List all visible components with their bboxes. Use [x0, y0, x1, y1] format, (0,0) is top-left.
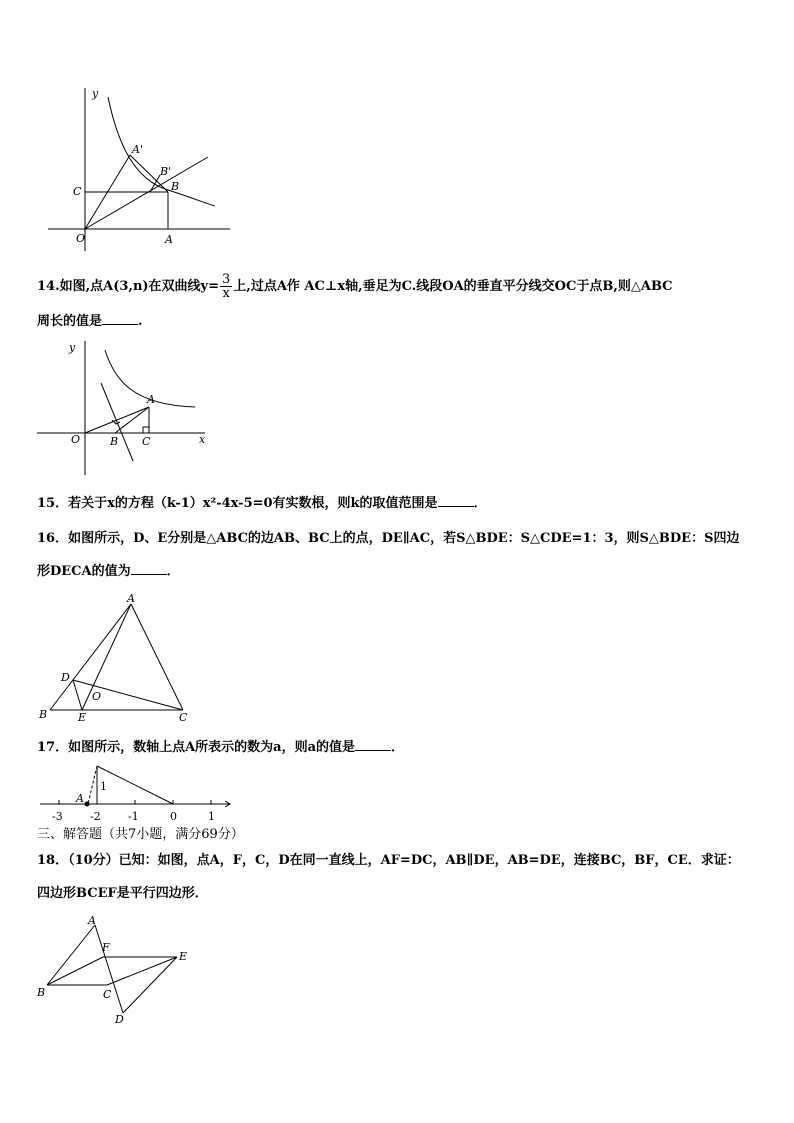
- tick-label-4: 1: [208, 810, 215, 823]
- label-b: B: [37, 986, 46, 999]
- figure-q16: [35, 593, 195, 725]
- figure-q14: [35, 337, 215, 479]
- tick-label-3: 0: [170, 810, 177, 823]
- answer-blank[interactable]: [355, 739, 391, 751]
- section-title: 三、解答题（共7小题，满分69分）: [37, 827, 244, 842]
- line-o-b-prime: [85, 157, 208, 229]
- label-b-prime: B': [160, 165, 172, 178]
- answer-blank[interactable]: [438, 495, 474, 507]
- label-f: F: [102, 941, 110, 954]
- fraction-numerator: 3: [222, 272, 231, 287]
- label-e: E: [78, 711, 87, 724]
- question-17: [37, 739, 404, 756]
- label-y: y: [92, 87, 99, 100]
- q18-line1-text: 18．（10分）已知：如图，点A，F，C，D在同一直线上，AF=DC，AB∥DE，AB=DE，连接BC，BF，CE．求证：: [37, 853, 740, 868]
- figure-q13: [40, 85, 240, 255]
- figure-q17: [38, 762, 238, 824]
- label-e: E: [179, 950, 188, 963]
- segment-d-e: [123, 957, 177, 1013]
- q15-text: 15．若关于x的方程（k-1）x²-4x-5=0有实数根，则k的取值范围是: [37, 496, 438, 511]
- label-o: O: [76, 232, 86, 245]
- label-c: C: [73, 185, 82, 198]
- hypotenuse: [97, 766, 173, 804]
- label-d: D: [115, 1013, 124, 1026]
- q18-line2-text: 四边形BCEF是平行四边形．: [37, 886, 208, 901]
- segment-b-f: [47, 957, 103, 985]
- segment-a-c: [131, 604, 183, 710]
- segment-b-a: [115, 407, 149, 433]
- answer-blank[interactable]: [131, 563, 167, 575]
- dashed-arc-line: [88, 766, 97, 804]
- q17-end: ．: [391, 740, 405, 755]
- label-c: C: [179, 711, 188, 724]
- q17-text: 17．如图所示，数轴上点A所表示的数为a，则a的值是: [37, 740, 356, 755]
- q16-line2-text: 形DECA的值为: [37, 564, 131, 579]
- label-c: C: [142, 435, 151, 448]
- segment-d-e: [73, 680, 82, 710]
- label-d: D: [61, 671, 70, 684]
- fraction-3-over-x: [220, 273, 232, 300]
- q14-text-pre: 14.如图,点A(3,n)在双曲线y=: [37, 279, 220, 294]
- label-a: A: [76, 792, 84, 805]
- label-a: A: [88, 914, 96, 927]
- figure-q18: [35, 913, 195, 1028]
- label-a: A: [147, 393, 155, 406]
- segment-o-a: [85, 407, 149, 433]
- section-heading: [37, 827, 244, 843]
- question-14-line2: [37, 313, 143, 330]
- q16-end: ．: [166, 564, 180, 579]
- point-a: [85, 802, 90, 807]
- q15-end: ．: [473, 496, 487, 511]
- label-b: B: [171, 180, 180, 193]
- label-o: O: [92, 690, 102, 703]
- label-one: 1: [100, 780, 107, 793]
- segment-b-a: [50, 604, 131, 710]
- label-a-prime: A': [132, 143, 143, 156]
- label-o: O: [71, 433, 81, 446]
- label-c: C: [103, 988, 112, 1001]
- tick-label-0: -3: [52, 810, 63, 823]
- q14-text-post: 上,过点A作 AC⊥x轴,垂足为C.线段OA的垂直平分线交OC于点B,则△ABC: [233, 279, 673, 294]
- segment-c-e: [107, 957, 177, 985]
- label-y: y: [69, 341, 76, 354]
- right-angle-mark-2: [143, 427, 149, 433]
- label-b: B: [110, 435, 119, 448]
- q14-line2-text: 周长的值是: [37, 314, 103, 329]
- hyperbola-curve: [108, 97, 215, 206]
- question-16-line2: [37, 563, 180, 580]
- label-a: A: [127, 593, 135, 605]
- label-x: x: [199, 433, 206, 446]
- tick-label-1: -2: [90, 810, 101, 823]
- segment-b-prime: [150, 175, 160, 192]
- question-18-line2: [37, 886, 208, 902]
- question-16-line1: [37, 531, 739, 547]
- fraction-denominator: x: [222, 286, 230, 301]
- answer-blank[interactable]: [102, 313, 138, 325]
- perpendicular-bisector: [101, 383, 133, 461]
- q16-line1-text: 16．如图所示，D、E分别是△ABC的边AB、BC上的点，DE∥AC，若S△BDE：S△CDE=1：3，则S△BDE：S四边: [37, 531, 740, 546]
- label-a: A: [165, 233, 173, 246]
- q14-line2-end: .: [138, 314, 143, 329]
- label-b: B: [39, 708, 48, 721]
- segment-d-c: [73, 680, 183, 710]
- question-18-line1: [37, 853, 740, 869]
- tick-label-2: -1: [128, 810, 139, 823]
- question-15: [37, 495, 487, 512]
- segment-b-a: [47, 925, 95, 985]
- question-14-line1: [37, 273, 673, 300]
